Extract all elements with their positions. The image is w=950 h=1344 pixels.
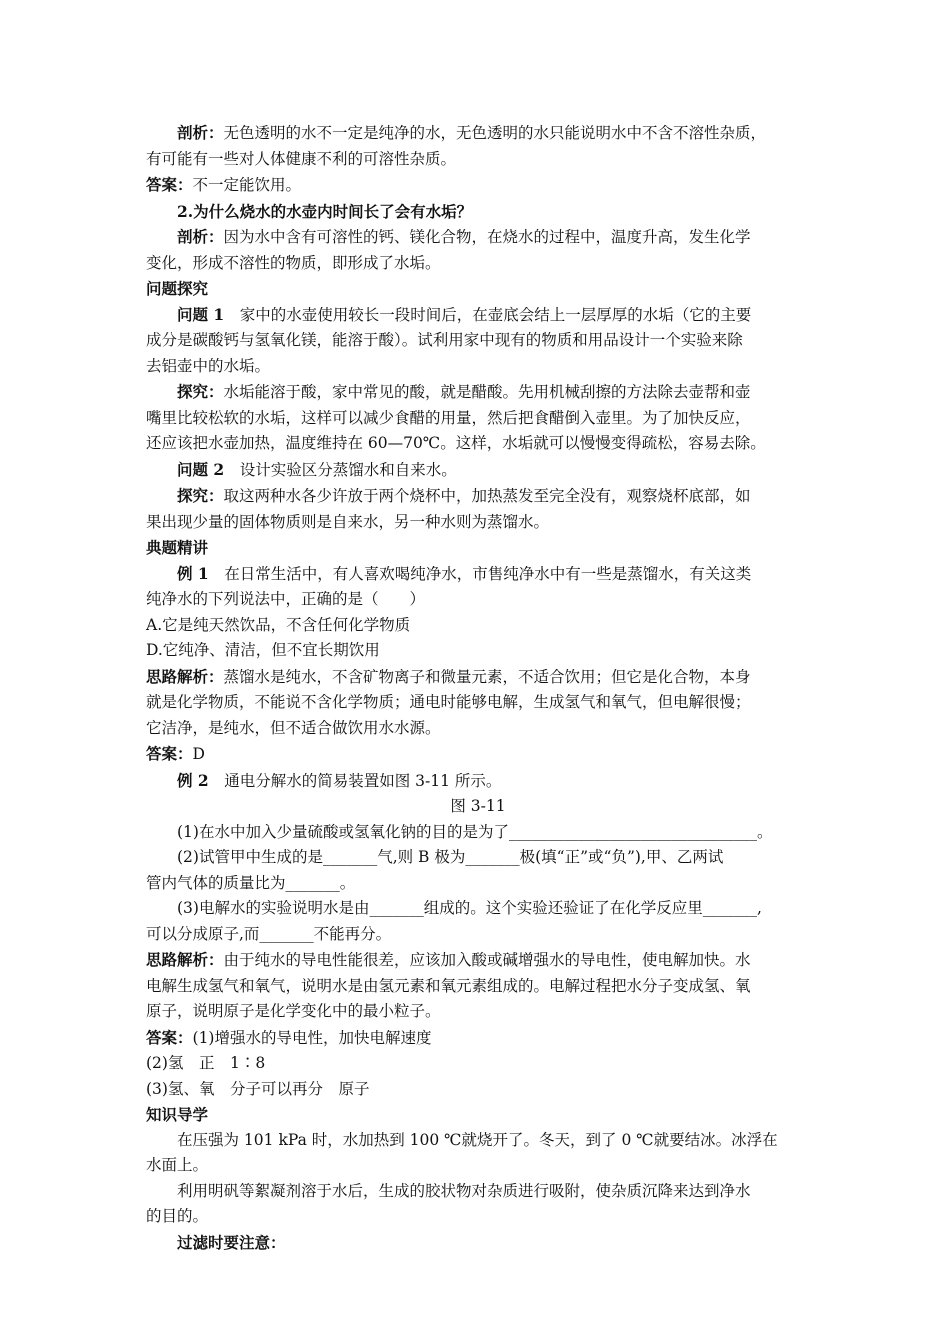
knowledge-1: 在压强为 101 kPa 时，水加热到 100 ℃就烧开了。冬天，到了 0 ℃就要结冰。冰浮在 (177, 1130, 778, 1149)
solution-1-cont-2: 它洁净，是纯水，但不适合做饮用水水源。 (146, 718, 441, 737)
knowledge-1-cont: 水面上。 (146, 1156, 209, 1174)
blank-question-3: (3)电解水的实验说明水是由_______组成的。这个实验还验证了在化学反应里_______, (177, 899, 762, 917)
explore-1: 探究：水垢能溶于酸，家中常见的酸，就是醋酸。先用机械刮擦的方法除去壶帮和壶 (177, 382, 751, 401)
knowledge-2-cont: 的目的。 (146, 1207, 209, 1225)
section-heading-knowledge: 知识导学 (146, 1105, 209, 1124)
section-heading-examples: 典题精讲 (146, 538, 209, 557)
solution-2-cont-1: 电解生成氢气和氧气，说明水是由氢元素和氧元素组成的。电解过程把水分子变成氢、氧 (146, 976, 751, 995)
solution-1: 思路解析：蒸馏水是纯水，不含矿物离子和微量元素，不适合饮用；但它是化合物，本身 (146, 666, 751, 686)
problem-1: 问题 1 家中的水壶使用较长一段时间后，在壶底会结上一层厚厚的水垢（它的主要 (177, 304, 752, 324)
figure-caption: 图 3-11 (450, 797, 506, 815)
solution-2-cont-2: 原子，说明原子是化学变化中的最小粒子。 (146, 1002, 441, 1020)
question-2: 2.为什么烧水的水壶内时间长了会有水垢？ (177, 201, 473, 221)
blank-question-2-cont: 管内气体的质量比为_______。 (146, 873, 356, 892)
explore-1-cont-2: 还应该把水壶加热，温度维持在 60—70℃。这样，水垢就可以慢慢变得疏松，容易去除。 (146, 434, 766, 452)
analysis-1: 剖析：无色透明的水不一定是纯净的水，无色透明的水只能说明水中不含不溶性杂质， (177, 123, 767, 142)
document-page (146, 120, 810, 1255)
explore-2: 探究：取这两种水各少许放于两个烧杯中，加热蒸发至完全没有，观察烧杯底部，如 (177, 486, 751, 505)
example-1: 例 1 在日常生活中，有人喜欢喝纯净水，市售纯净水中有一些是蒸馏水，有关这类 (177, 563, 752, 583)
solution-2: 思路解析：由于纯水的导电性能很差，应该加入酸或碱增强水的导电性，使电解加快。水 (146, 950, 751, 969)
analysis-2-cont: 变化，形成不溶性的物质，即形成了水垢。 (146, 253, 441, 272)
answer-3-part-3: (3)氢、氧 分子可以再分 原子 (146, 1079, 370, 1098)
blank-question-3-cont: 可以分成原子,而_______不能再分。 (146, 924, 392, 943)
answer-3: 答案：(1)增强水的导电性，加快电解速度 (146, 1027, 432, 1047)
analysis-2: 剖析：因为水中含有可溶性的钙、镁化合物，在烧水的过程中，温度升高，发生化学 (177, 227, 751, 246)
explore-2-cont: 果出现少量的固体物质则是自来水，另一种水则为蒸馏水。 (146, 512, 550, 531)
solution-1-cont-1: 就是化学物质，不能说不含化学物质；通电时能够电解，生成氢气和氧气，但电解很慢； (146, 693, 751, 711)
answer-1: 答案：不一定能饮用。 (146, 175, 302, 194)
section-heading-explore: 问题探究 (146, 279, 209, 298)
knowledge-2: 利用明矾等絮凝剂溶于水后，生成的胶状物对杂质进行吸附，使杂质沉降来达到净水 (177, 1181, 751, 1200)
blank-question-2: (2)试管甲中生成的是_______气,则 B 极为_______极(填“正”或“负”),甲、乙两试 (177, 848, 724, 866)
option-d: D.它纯净、清洁，但不宜长期饮用 (146, 641, 380, 659)
example-1-cont: 纯净水的下列说法中，正确的是（ ） (146, 590, 426, 608)
explore-1-cont-1: 嘴里比较松软的水垢，这样可以减少食醋的用量，然后把食醋倒入壶里。为了加快反应， (146, 408, 751, 427)
option-a: A.它是纯天然饮品，不含任何化学物质 (146, 615, 411, 634)
analysis-1-cont: 有可能有一些对人体健康不利的可溶性杂质。 (146, 149, 457, 168)
problem-2: 问题 2 设计实验区分蒸馏水和自来水。 (177, 459, 457, 479)
answer-2: 答案：D (146, 744, 205, 763)
example-2: 例 2 通电分解水的简易装置如图 3-11 所示。 (177, 770, 502, 790)
problem-1-cont-1: 成分是碳酸钙与氢氧化镁，能溶于酸）。试利用家中现有的物质和用品设计一个实验来除 (146, 331, 743, 349)
filtering-note-heading: 过滤时要注意： (177, 1232, 286, 1252)
blank-question-1: (1)在水中加入少量硫酸或氢氧化钠的目的是为了________________________________。 (177, 822, 773, 841)
problem-1-cont-2: 去铝壶中的水垢。 (146, 356, 271, 375)
answer-3-part-2: (2)氢 正 1∶8 (146, 1054, 266, 1072)
